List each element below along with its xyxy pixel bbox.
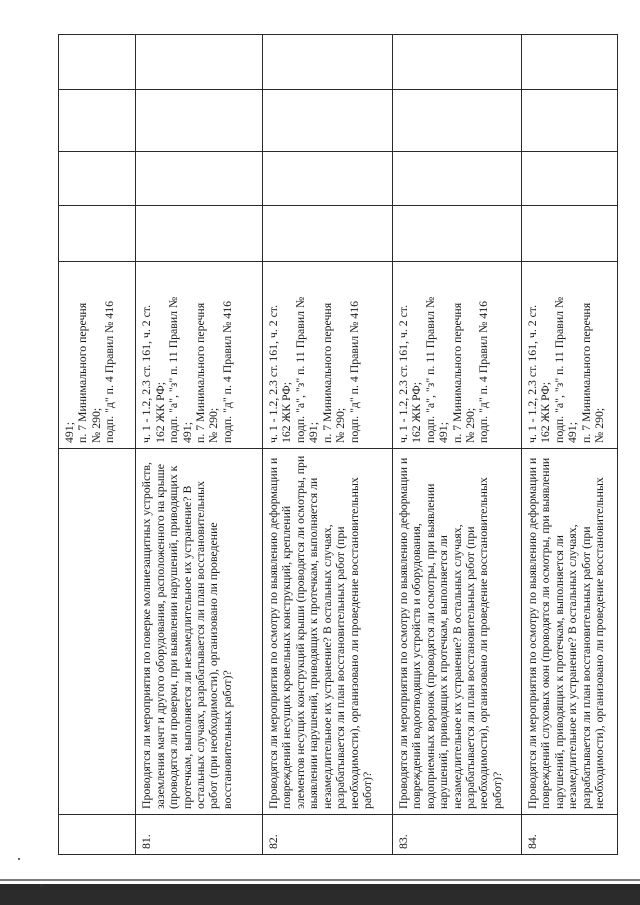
legal-basis-line: № 290; (333, 407, 348, 443)
item-number: 84. (521, 815, 617, 855)
rotated-document-page (58, 35, 618, 855)
legal-basis (521, 262, 617, 449)
legal-basis (136, 262, 263, 449)
scan-edge-shadow (0, 884, 640, 905)
legal-basis-line: 491; (436, 422, 451, 443)
legal-basis-line: 162 ЖК РФ; (538, 382, 553, 443)
question-text: Проводятся ли мероприятия по поверке молниезащитных устройств, заземления мачт и другого оборудования, расположенного на крыше (проводятся ли проверки, при выявлении нарушений, приводящих к протечкам, выполняется ли незамедлительное их устранение? В остальных случаях, разрабатывается ли план восстановительных работ (при необходимости), организовано ли проведение восстановительных работ)? (136, 449, 263, 815)
legal-basis-line: п. 7 Минимального перечня (75, 302, 90, 443)
legal-basis-line: п. 7 Минимального перечня (449, 302, 464, 443)
item-number (59, 815, 136, 855)
legal-basis-line: п. 7 Минимального перечня (192, 302, 207, 443)
legal-basis-line: подп. "а", "з" п. 11 Правил № (166, 296, 181, 443)
legal-basis-line: 162 ЖК РФ; (409, 382, 424, 443)
table-row (263, 35, 393, 855)
legal-basis-line: № 290; (591, 407, 606, 443)
legal-basis (393, 262, 522, 449)
notes-cell (521, 35, 617, 90)
answer-no-cell (393, 152, 522, 206)
legal-basis-line: ч. 1 - 1.2, 2.3 ст. 161, ч. 2 ст. (139, 304, 154, 443)
legal-basis-line: подп. "а", "з" п. 11 Правил № (422, 296, 437, 443)
answer-yes-cell (59, 206, 136, 262)
answer-na-cell (521, 90, 617, 152)
table-row (59, 35, 136, 855)
notes-cell (393, 35, 522, 90)
answer-no-cell (263, 152, 393, 206)
item-number: 83. (393, 815, 522, 855)
notes-cell (59, 35, 136, 90)
legal-basis-line: 491; (306, 422, 321, 443)
answer-no-cell (59, 152, 136, 206)
answer-no-cell (136, 152, 263, 206)
notes-cell (136, 35, 263, 90)
table-row (393, 35, 522, 855)
question-text: Проводятся ли мероприятия по осмотру по выявлению деформации и повреждений водоотводящих устройств и оборудования, водоприемных воронок (проводятся ли осмотры, при выявлении нарушений, приводящих к протечкам, выполняется ли незамедлительное их устранение? В остальных случаях, разрабатывается ли план восстановительных работ (при необходимости), организовано ли проведение восстановительных работ)? (393, 449, 522, 815)
scan-edge-line (0, 879, 640, 881)
item-number: 82. (263, 815, 393, 855)
scan-speck (40, 884, 43, 887)
legal-basis-line: подп. "д" п. 4 Правил № 416 (219, 300, 234, 443)
question-text (59, 449, 136, 815)
answer-na-cell (136, 90, 263, 152)
legal-basis-line: п. 7 Минимального перечня (578, 302, 593, 443)
question-text: Проводятся ли мероприятия по осмотру по выявлению деформации и повреждений слуховых окон (проводятся ли осмотры, при выявлении нарушений, приводящих к протечкам, выполняется ли незамедлительное их устранение? В остальных случаях, разрабатывается ли план восстановительных работ (при необходимости), организовано ли проведение восстановительных (521, 449, 617, 815)
legal-basis-line: 491; (62, 422, 76, 443)
legal-basis-line: № 290; (463, 407, 478, 443)
legal-basis-line: ч. 1 - 1.2, 2.3 ст. 161, ч. 2 ст. (396, 304, 411, 443)
answer-no-cell (521, 152, 617, 206)
answer-yes-cell (263, 206, 393, 262)
legal-basis (263, 262, 393, 449)
table-row (521, 35, 617, 855)
scan-speck (18, 858, 20, 860)
legal-basis-line: 162 ЖК РФ; (152, 382, 167, 443)
legal-basis-line: № 290; (206, 407, 221, 443)
answer-yes-cell (521, 206, 617, 262)
legal-basis-line: 162 ЖК РФ; (279, 382, 294, 443)
requirements-table (58, 34, 618, 855)
legal-basis-line: подп. "д" п. 4 Правил № 416 (476, 300, 491, 443)
legal-basis-line: № 290; (88, 407, 103, 443)
answer-na-cell (263, 90, 393, 152)
legal-basis-line: 491; (179, 422, 194, 443)
answer-yes-cell (136, 206, 263, 262)
legal-basis-line: п. 7 Минимального перечня (319, 302, 334, 443)
legal-basis-line: подп. "д" п. 4 Правил № 416 (346, 300, 361, 443)
legal-basis-line: подп. "д" п. 4 Правил № 416 (102, 300, 117, 443)
legal-basis-line: подп. "а", "з" п. 11 Правил № (292, 296, 307, 443)
answer-na-cell (393, 90, 522, 152)
answer-na-cell (59, 90, 136, 152)
notes-cell (263, 35, 393, 90)
item-number: 81. (136, 815, 263, 855)
legal-basis-line: ч. 1 - 1.2, 2.3 ст. 161, ч. 2 ст. (266, 304, 281, 443)
legal-basis-line: 491; (565, 422, 580, 443)
table-row (136, 35, 263, 855)
answer-yes-cell (393, 206, 522, 262)
question-text: Проводятся ли мероприятия по осмотру по выявлению деформации и повреждений несущих кровельных конструкций, креплений элементов несущих конструкций крыши (проводятся ли осмотры, при выявлении нарушений, приводящих к протечкам, выполняется ли незамедлительное их устранение? В остальных случаях, разрабатывается ли план восстановительных работ (при необходимости), организовано ли проведение восстановительных работ)? (263, 449, 393, 815)
legal-basis-line: подп. "а", "з" п. 11 Правил № (551, 296, 566, 443)
legal-basis-line: ч. 1 - 1.2, 2.3 ст. 161, ч. 2 ст. (524, 304, 539, 443)
legal-basis (59, 262, 136, 449)
